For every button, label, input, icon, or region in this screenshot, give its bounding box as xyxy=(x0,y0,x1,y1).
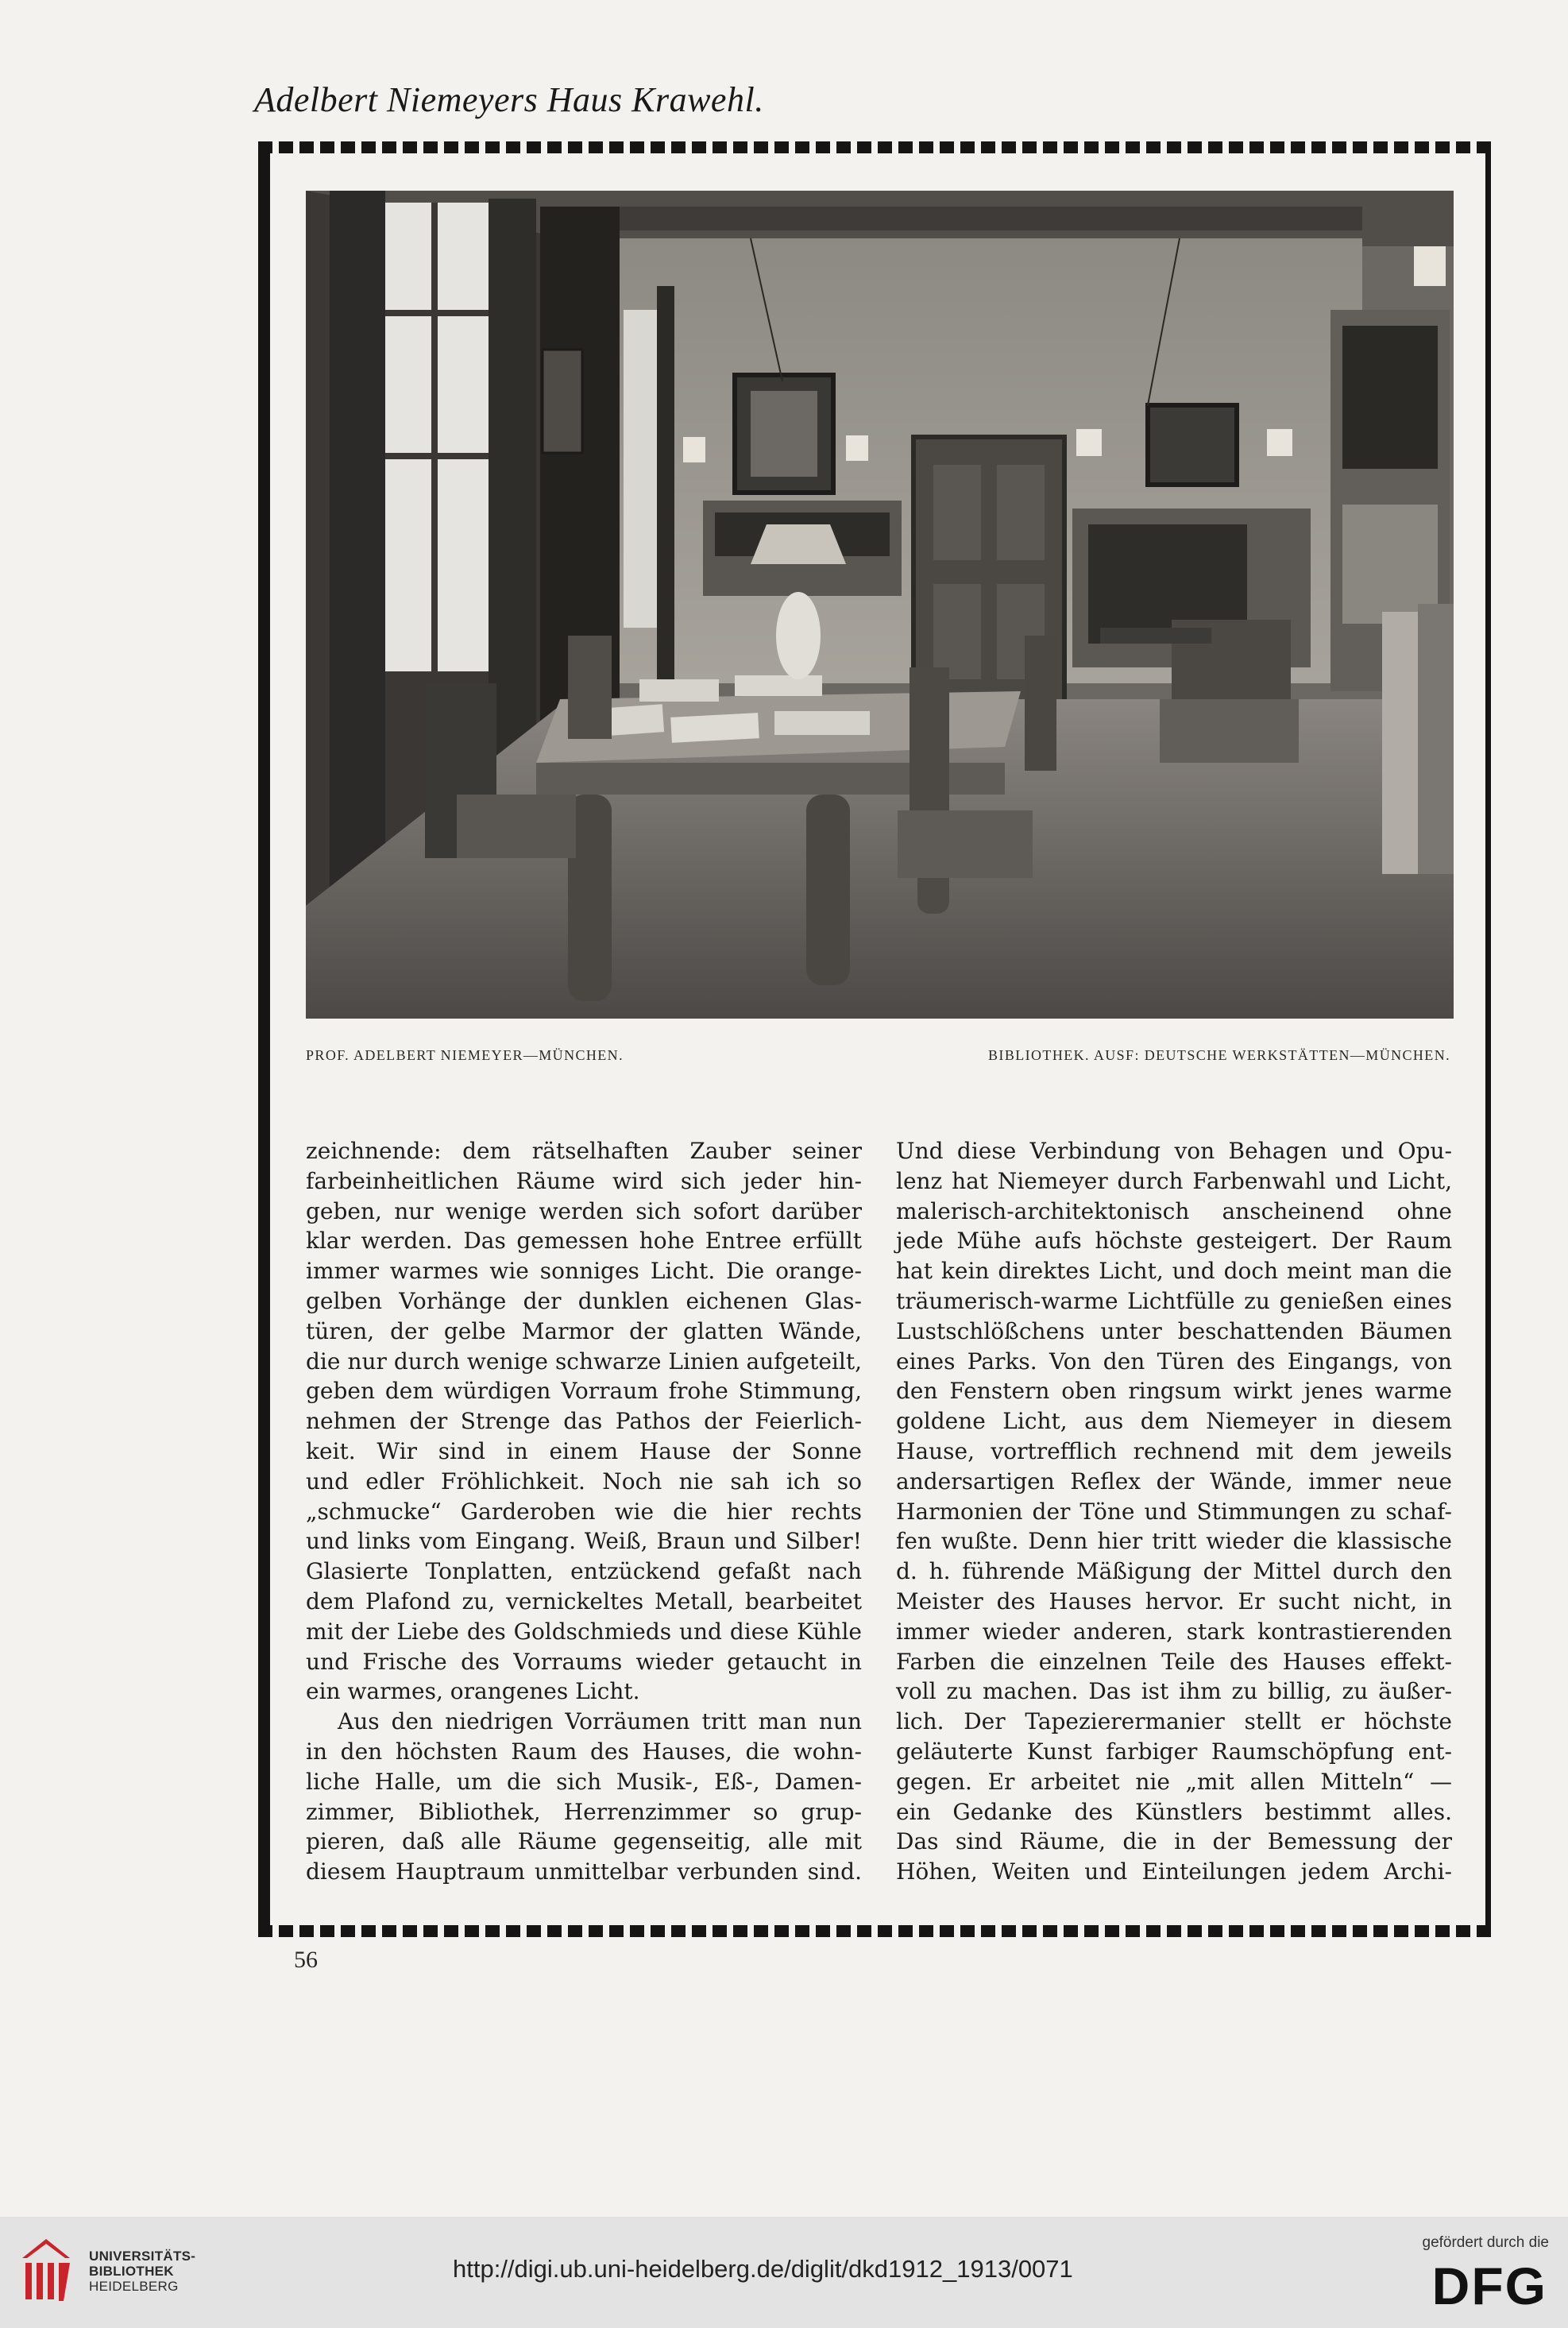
photo-caption-left: PROF. ADELBERT NIEMEYER—MÜNCHEN. xyxy=(306,1047,624,1063)
running-title: Adelbert Niemeyers Haus Krawehl. xyxy=(254,80,764,119)
text-line: voll zu machen. Das ist ihm zu billig, zu äußer- xyxy=(896,1678,1452,1705)
text-line: Das sind Räume, die in der Bemessung der xyxy=(896,1828,1452,1855)
photo-caption-right: BIBLIOTHEK. AUSF: DEUTSCHE WERKSTÄTTEN—MÜNCHEN. xyxy=(988,1047,1450,1063)
text-line: gelben Vorhänge der dunklen eichenen Glas- xyxy=(306,1287,862,1314)
text-line: geben, nur wenige werden sich sofort darüber xyxy=(306,1197,862,1224)
text-line: diesem Hauptraum unmittelbar verbunden sind. xyxy=(306,1858,862,1885)
text-line: immer wieder anderen, stark kontrastierenden xyxy=(896,1618,1452,1645)
funding-label: gefördert durch die xyxy=(1422,2234,1549,2251)
text-line: fen wußte. Denn hier tritt wieder die klassische xyxy=(896,1528,1452,1555)
text-line: keit. Wir sind in einem Hause der Sonne xyxy=(306,1437,862,1464)
right-text-column xyxy=(896,1136,1452,1887)
text-line: Glasierte Tonplatten, entzückend gefaßt nach xyxy=(306,1558,862,1585)
permalink-url[interactable]: http://digi.ub.uni-heidelberg.de/diglit/dkd1912_1913/0071 xyxy=(453,2255,1073,2283)
text-line: und Frische des Vorraums wieder getaucht in xyxy=(306,1648,862,1675)
text-line: farbeinheitlichen Räume wird sich jeder hin- xyxy=(306,1167,862,1194)
text-line: lich. Der Tapezierermanier stellt er höchste xyxy=(896,1708,1452,1735)
text-line: dem Plafond zu, vernickeltes Metall, bearbeitet xyxy=(306,1587,862,1615)
text-line: hat kein direktes Licht, und doch meint man die xyxy=(896,1258,1452,1285)
text-line: Aus den niedrigen Vorräumen tritt man nun xyxy=(338,1708,862,1735)
text-line: den Fenstern oben ringsum wirkt jenes warme xyxy=(896,1378,1452,1405)
text-line: geben dem würdigen Vorraum frohe Stimmung, xyxy=(306,1378,862,1405)
digitization-footer xyxy=(0,2217,1568,2328)
library-name-line: UNIVERSITÄTS- xyxy=(89,2249,196,2264)
text-line: eines Parks. Von den Türen des Eingangs, von xyxy=(896,1348,1452,1375)
text-line: nehmen der Strenge das Pathos der Feierlich- xyxy=(306,1408,862,1435)
library-name-line: BIBLIOTHEK xyxy=(89,2264,174,2279)
text-line: malerisch-architektonisch anscheinend ohne xyxy=(896,1197,1452,1224)
text-line: ein warmes, orangenes Licht. xyxy=(306,1678,640,1705)
dfg-logo: DFG xyxy=(1431,2256,1547,2315)
library-name-line: HEIDELBERG xyxy=(89,2279,179,2294)
text-line: in den höchsten Raum des Hauses, die wohn- xyxy=(306,1738,862,1765)
text-line: jede Mühe aufs höchste gesteigert. Der Raum xyxy=(896,1228,1452,1255)
text-line: „schmucke“ Garderoben wie die hier rechts xyxy=(306,1498,862,1525)
text-line: liche Halle, um die sich Musik-, Eß-, Damen- xyxy=(306,1768,862,1795)
text-line: Und diese Verbindung von Behagen und Opu- xyxy=(896,1138,1452,1164)
page-number: 56 xyxy=(294,1947,318,1973)
text-line: goldene Licht, aus dem Niemeyer in diesem xyxy=(896,1408,1452,1435)
text-line: zimmer, Bibliothek, Herrenzimmer so grup- xyxy=(306,1798,862,1825)
text-line: Lustschlößchens unter beschattenden Bäumen xyxy=(896,1317,1452,1344)
text-line: die nur durch wenige schwarze Linien aufgeteilt, xyxy=(306,1348,862,1375)
text-line: türen, der gelbe Marmor der glatten Wände, xyxy=(306,1317,862,1344)
text-line: ein Gedanke des Künstlers bestimmt alles. xyxy=(896,1798,1452,1825)
library-interior-illustration xyxy=(306,191,1454,1019)
text-line: Höhen, Weiten und Einteilungen jedem Archi- xyxy=(896,1858,1452,1885)
text-line: und links vom Eingang. Weiß, Braun und Silber! xyxy=(306,1528,862,1555)
text-line: mit der Liebe des Goldschmieds und diese Kühle xyxy=(306,1618,862,1645)
text-line: klar werden. Das gemessen hohe Entree erfüllt xyxy=(306,1228,862,1255)
text-line: und edler Fröhlichkeit. Noch nie sah ich so xyxy=(306,1468,862,1495)
text-line: gegen. Er arbeitet nie „mit allen Mitteln“ — xyxy=(896,1768,1452,1795)
text-line: zeichnende: dem rätselhaften Zauber seiner xyxy=(306,1138,862,1164)
text-line: d. h. führende Mäßigung der Mittel durch den xyxy=(896,1558,1452,1585)
text-line: lenz hat Niemeyer durch Farbenwahl und Licht, xyxy=(896,1167,1452,1194)
text-line: Hause, vortrefflich rechnend mit dem jeweils xyxy=(896,1437,1452,1464)
text-line: träumerisch-warme Lichtfülle zu genießen eines xyxy=(896,1287,1452,1314)
text-line: andersartigen Reflex der Wände, immer neue xyxy=(896,1468,1452,1495)
library-name xyxy=(89,2249,195,2294)
text-line: Farben die einzelnen Teile des Hauses effekt- xyxy=(896,1648,1452,1675)
text-line: Meister des Hauses hervor. Er sucht nicht, in xyxy=(896,1587,1452,1615)
text-line: immer warmes wie sonniges Licht. Die orange- xyxy=(306,1258,862,1285)
text-line: pieren, daß alle Räume gegenseitig, alle mit xyxy=(306,1828,862,1855)
text-line: geläuterte Kunst farbiger Raumschöpfung ent- xyxy=(896,1738,1452,1765)
library-photo xyxy=(306,191,1454,1019)
university-library-logo-icon xyxy=(17,2234,75,2306)
left-text-column xyxy=(306,1136,862,1887)
text-line: Harmonien der Töne und Stimmungen zu schaf- xyxy=(896,1498,1452,1525)
